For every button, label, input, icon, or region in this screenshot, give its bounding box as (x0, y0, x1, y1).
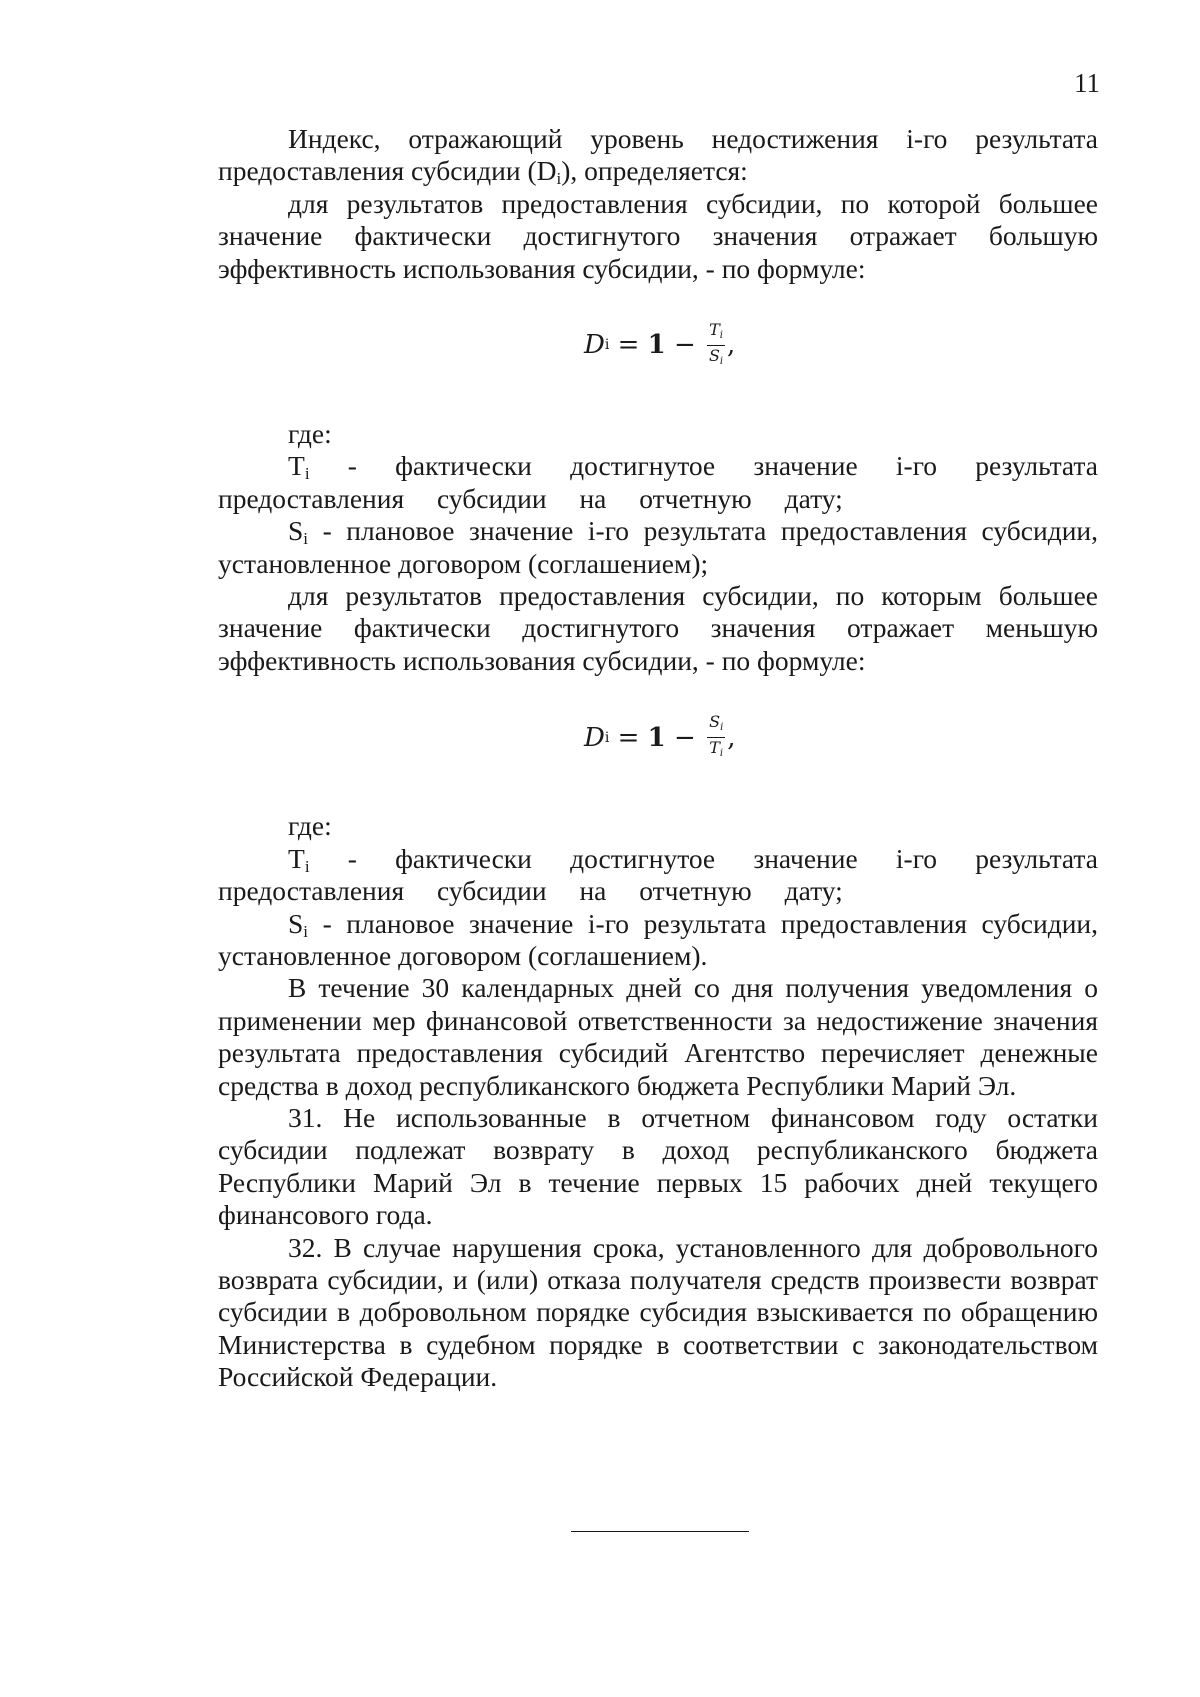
paragraph-index-definition: Индекс, отражающий уровень недостижения i-го результата предоставления субсидии $(D_i)$, определяется: (218, 123, 1098, 189)
where-label-1: где: (288, 418, 332, 450)
definition-t-1: $T_i$ - фактически достигнутое значение i-го результата предоставления субсидии на отчетную дату; (218, 450, 1098, 514)
fraction-t-over-s: $\frac{Ti}{Si}$ (708, 320, 724, 368)
definition-s-2: $S_i$ - плановое значение i-го результата предоставления субсидии, установленное договором (соглашением). (218, 907, 1098, 971)
fraction-s-over-t: $\frac{Si}{Ti}$ (709, 712, 724, 760)
page-number: 11 (1074, 68, 1100, 98)
end-of-document-rule (571, 1531, 749, 1532)
definition-t-2: $T_i$ - фактически достигнутое значение i-го результата предоставления субсидии на отчетную дату; (218, 842, 1098, 907)
where-label-2: где: (288, 810, 332, 842)
formula-greater-is-worse: D i = 1 − $\frac{Si}{Ti}$ , (218, 703, 1098, 778)
paragraph-31-unused-balances: 31. Не использованные в отчетном финансовом году остатки субсидии подлежат возврату в доход республиканского бюджета Республики Марий Эл в течение первых 15 рабочих дней текущего финансового года. (218, 1101, 1098, 1231)
definition-s-1: $S_i$ - плановое значение i-го результата предоставления субсидии, установленное договором (соглашением); (218, 515, 1098, 579)
paragraph-30-days-refund: В течение 30 календарных дней со дня получения уведомления о применении мер финансовой ответственности за недостижение значения результата предоставления субсидий Агентство перечисляет денежные средства в доход республиканского бюджета Республики Марий Эл. (218, 972, 1098, 1101)
formula-greater-is-better: D i = 1 − $\frac{Ti}{Si}$ , (218, 311, 1098, 386)
paragraph-greater-is-worse: для результатов предоставления субсидии, по которым большее значение фактически достигнутого значения отражает меньшую эффективность использования субсидии, - по формуле: (218, 580, 1098, 676)
paragraph-32-forced-recovery: 32. В случае нарушения срока, установленного для добровольного возврата субсидии, и (или) отказа получателя средств произвести возврат субсидии в добровольном порядке субсидия взыскивается по обращению Министерства в судебном порядке в соответствии с законодательством Российской Федерации. (218, 1231, 1098, 1393)
document-body (218, 123, 1098, 1394)
paragraph-greater-is-better: для результатов предоставления субсидии, по которой большее значение фактически достигнутого значения отражает большую эффективность использования субсидии, - по формуле: (218, 187, 1098, 284)
